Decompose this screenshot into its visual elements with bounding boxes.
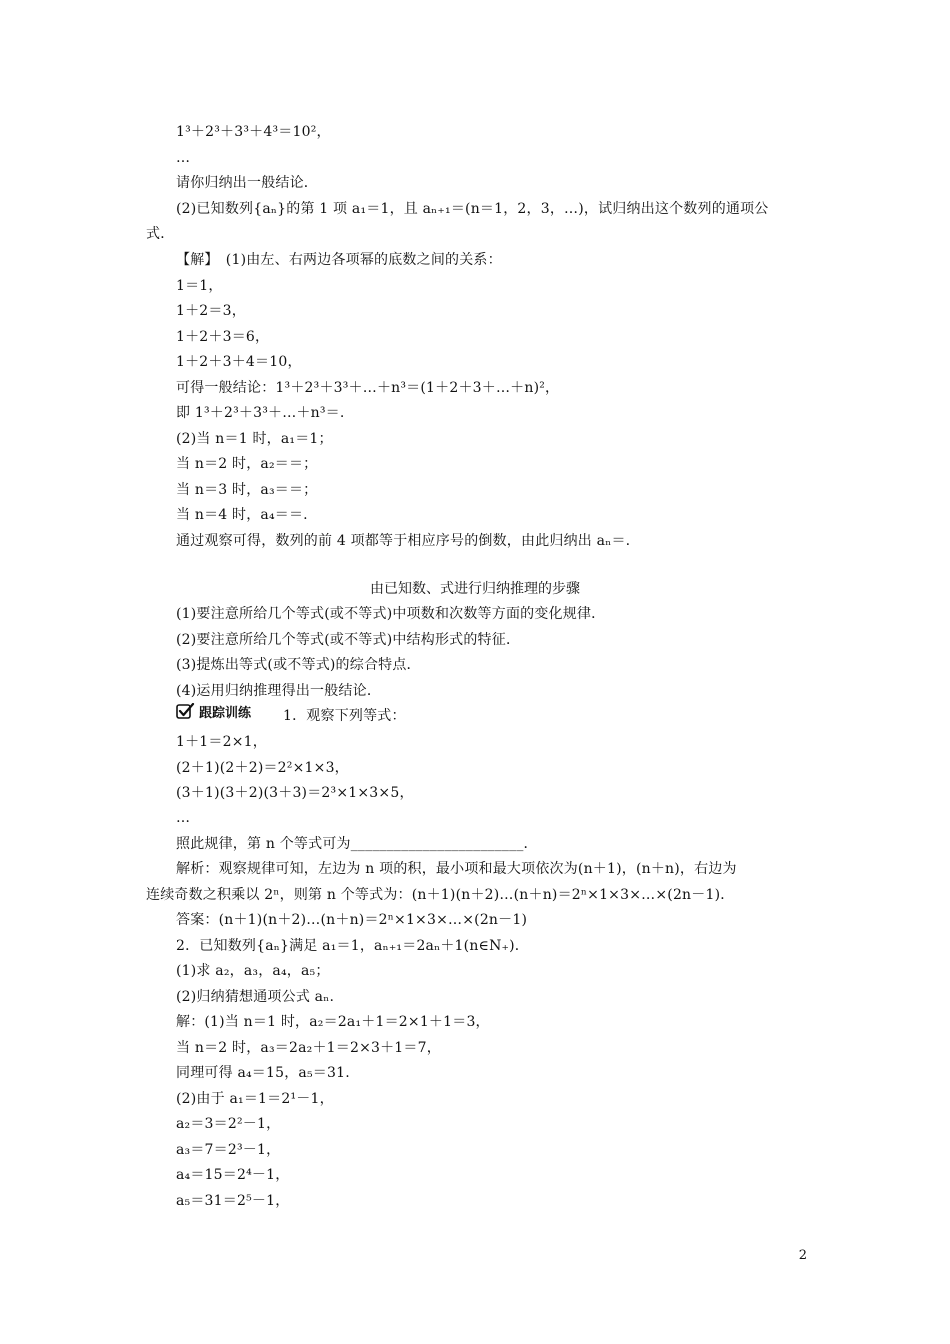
text-line: a₃＝7＝2³－1，: [176, 1142, 281, 1158]
text-line: 2．已知数列{aₙ}满足 a₁＝1，aₙ₊₁＝2aₙ＋1(n∈N₊)．: [176, 938, 530, 954]
text-line: 即 1³＋2³＋3³＋…＋n³＝.: [176, 405, 345, 421]
text-line: 解析：观察规律可知，左边为 n 项的积，最小项和最大项依次为(n＋1)，(n＋n)，右边为: [176, 861, 737, 877]
text-line: 1．观察下列等式：: [283, 708, 406, 724]
text-line: 当 n＝3 时，a₃＝＝；: [176, 482, 318, 498]
text-line: (4)运用归纳推理得出一般结论．: [176, 683, 382, 699]
text-line: 请你归纳出一般结论．: [176, 175, 318, 191]
text-line: 当 n＝4 时，a₄＝＝.: [176, 507, 308, 523]
text-line: a₅＝31＝2⁵－1，: [176, 1193, 290, 1209]
text-line: 通过观察可得，数列的前 4 项都等于相应序号的倒数，由此归纳出 aₙ＝.: [176, 533, 631, 549]
text-line: (3＋1)(3＋2)(3＋3)＝2³×1×3×5，: [176, 785, 414, 801]
text-line: 当 n＝2 时，a₃＝2a₂＋1＝2×3＋1＝7，: [176, 1040, 441, 1056]
text-line: 式．: [146, 226, 175, 242]
badge-label: 跟踪训练: [199, 705, 252, 721]
text-line: 照此规律，第 n 个等式可为________________________．: [176, 836, 538, 852]
text-line: …: [176, 150, 191, 166]
text-line: 可得一般结论：1³＋2³＋3³＋…＋n³＝(1＋2＋3＋…＋n)²，: [176, 380, 560, 396]
text-line: (3)提炼出等式(或不等式)的综合特点．: [176, 657, 421, 673]
text-line: (1)求 a₂，a₃，a₄，a₅；: [176, 963, 330, 979]
page-number: 2: [798, 1248, 807, 1263]
text-line: 1＋2＋3＝6，: [176, 329, 270, 345]
text-line: (2)已知数列{aₙ}的第 1 项 a₁＝1，且 aₙ₊₁＝(n＝1，2，3，…)，试归纳出这个数列的通项公: [176, 201, 769, 217]
text-line: 答案：(n＋1)(n＋2)…(n＋n)＝2ⁿ×1×3×…×(2n－1): [176, 912, 528, 928]
text-line: 连续奇数之积乘以 2ⁿ，则第 n 个等式为：(n＋1)(n＋2)…(n＋n)＝2ⁿ×1×3×…×(2n－1)．: [146, 887, 735, 903]
text-line: 1＝1，: [176, 278, 223, 294]
text-line: (2＋1)(2＋2)＝2²×1×3，: [176, 760, 349, 776]
text-line: (2)当 n＝1 时，a₁＝1；: [176, 431, 333, 447]
text-line: (1)要注意所给几个等式(或不等式)中项数和次数等方面的变化规律．: [176, 606, 606, 622]
text-line: 同理可得 a₄＝15，a₅＝31.: [176, 1065, 350, 1081]
text-line: a₂＝3＝2²－1，: [176, 1116, 281, 1132]
text-line: (2)要注意所给几个等式(或不等式)中结构形式的特征．: [176, 632, 521, 648]
checkmark-icon: [176, 703, 196, 719]
text-line: 1＋1＝2×1，: [176, 734, 267, 750]
text-line: 【解】 (1)由左、右两边各项幂的底数之间的关系：: [176, 252, 502, 268]
text-line: …: [176, 810, 191, 826]
text-line: (2)归纳猜想通项公式 aₙ.: [176, 989, 335, 1005]
text-line: (2)由于 a₁＝1＝2¹－1，: [176, 1091, 334, 1107]
text-line: 当 n＝2 时，a₂＝＝；: [176, 456, 318, 472]
section-heading: 由已知数、式进行归纳推理的步骤: [370, 581, 580, 597]
text-line: 1³＋2³＋3³＋4³＝10²，: [176, 124, 331, 140]
text-line: 1＋2＝3，: [176, 303, 246, 319]
text-line: a₄＝15＝2⁴－1，: [176, 1167, 290, 1183]
text-line: 解：(1)当 n＝1 时，a₂＝2a₁＋1＝2×1＋1＝3，: [176, 1014, 490, 1030]
text-line: 1＋2＋3＋4＝10，: [176, 354, 302, 370]
practice-badge: [176, 702, 272, 720]
